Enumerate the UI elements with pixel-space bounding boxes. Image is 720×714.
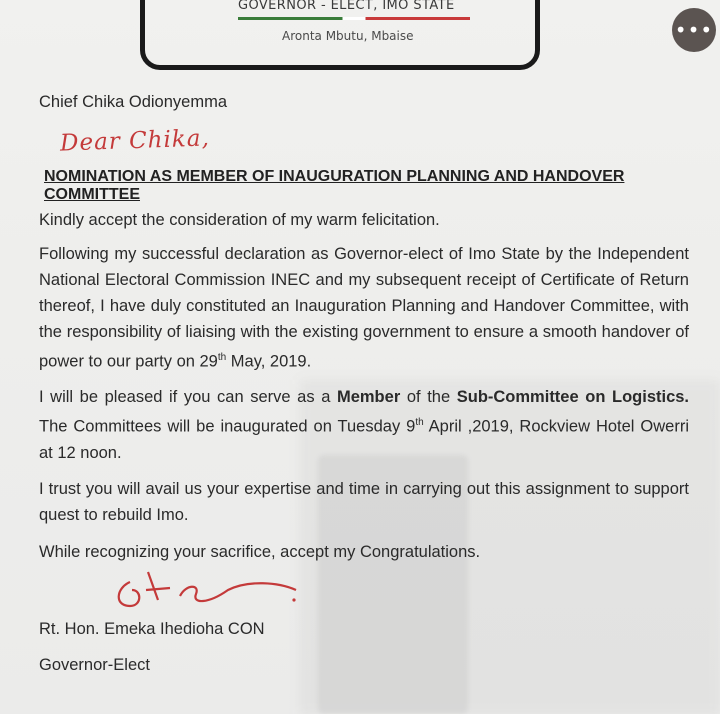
paragraph-felicitation: Kindly accept the consideration of my warm felicitation. <box>39 211 440 229</box>
paragraph-declaration: Following my successful declaration as Governor-elect of Imo State by the Independent National Electoral Commission INEC and my subsequent receipt of Certificate of Return thereof, I have duly constituted an Inauguration Planning and Handover Committee, with the responsibility of liaising with the existing government to ensure a smooth handover of power to our party on 29th May, 2019. <box>39 245 689 371</box>
recipient-name: Chief Chika Odionyemma <box>39 93 227 111</box>
more-options-button[interactable] <box>672 8 716 52</box>
paragraph-trust: I trust you will avail us your expertise and time in carrying out this assignment to support quest to rebuild Imo. <box>39 480 689 524</box>
letterhead-title: GOVERNOR - ELECT, IMO STATE <box>238 0 455 13</box>
subject-line: NOMINATION AS MEMBER OF INAUGURATION PLANNING AND HANDOVER COMMITTEE <box>44 168 625 203</box>
letterhead-color-rule <box>238 17 470 20</box>
more-horizontal-icon: ••• <box>674 18 714 42</box>
handwritten-salutation: Dear Chika, <box>59 125 211 157</box>
handwritten-signature <box>108 560 308 620</box>
paragraph-nomination: I will be pleased if you can serve as a Member of the Sub-Committee on Logistics. The Committees will be inaugurated on Tuesday 9th April ,2019, Rockview Hotel Owerri at 12 noon. <box>39 388 690 462</box>
signer-title: Governor-Elect <box>39 656 150 674</box>
paragraph-congratulations: While recognizing your sacrifice, accept my Congratulations. <box>39 543 481 561</box>
letterhead-address: Aronta Mbutu, Mbaise <box>282 29 414 43</box>
signer-name: Rt. Hon. Emeka Ihedioha CON <box>39 620 265 638</box>
